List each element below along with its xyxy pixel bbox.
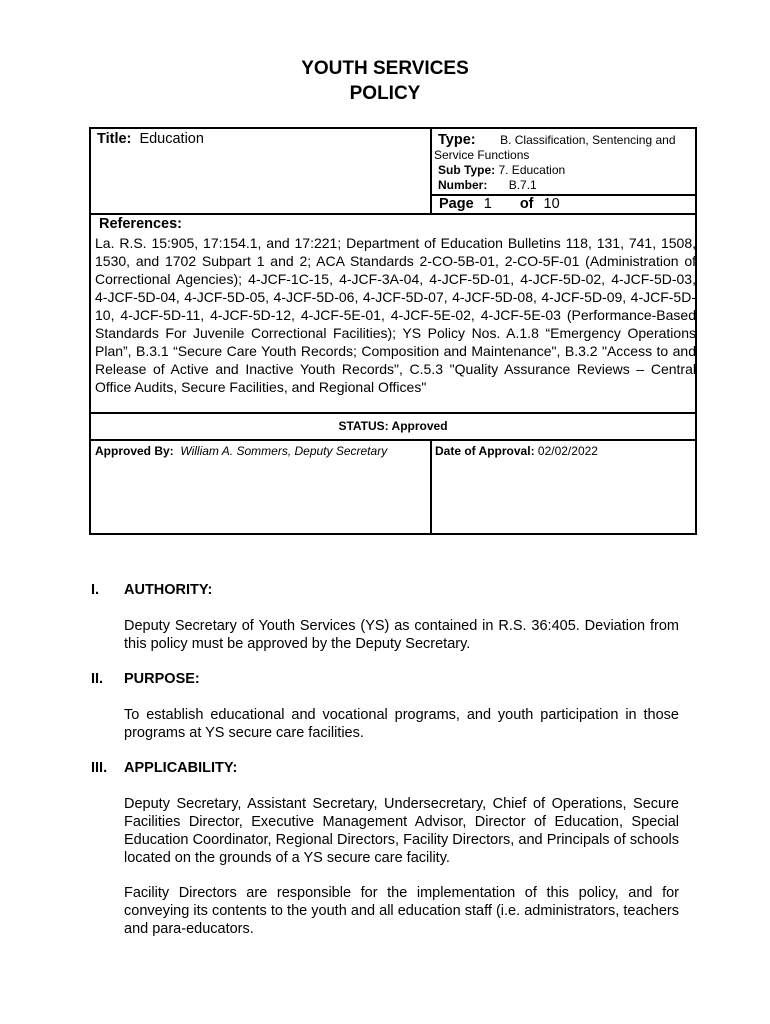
title-line-1: YOUTH SERVICES <box>301 58 469 79</box>
date-label: Date of Approval: <box>435 444 535 458</box>
type-cell <box>438 131 676 149</box>
document-title <box>0 56 770 106</box>
page-total: 10 <box>543 196 560 212</box>
date-value: 02/02/2022 <box>537 444 598 458</box>
divider <box>89 412 697 414</box>
divider <box>89 439 697 441</box>
title-line-2: POLICY <box>349 83 421 104</box>
of-label: of <box>519 196 534 212</box>
page-indicator <box>439 196 560 212</box>
approved-by <box>95 444 387 458</box>
section-paragraph: Deputy Secretary, Assistant Secretary, Undersecretary, Chief of Operations, Secure Facilities Director, Executive Management Advisor, Director of Education, Special Education Coordinator, Regional Directors, Facility Directors, and Principals of schools located on the grounds of a YS secure care facility. <box>124 796 679 866</box>
section-heading: APPLICABILITY: <box>124 760 238 776</box>
section-paragraph: To establish educational and vocational programs, and youth participation in those programs at YS secure care facilities. <box>124 707 679 741</box>
status-text: STATUS: Approved <box>338 419 448 433</box>
page-number: 1 <box>483 196 492 212</box>
references-text: La. R.S. 15:905, 17:154.1, and 17:221; Department of Education Bulletins 118, 131, 741, 1508, 1530, and 1702 Subpart 1 and 2; ACA Standards 2-CO-5B-01, 2-CO-5F-01 (Administration of Correctional Agencies); 4-JCF-1C-15, 4-JCF-3A-04, 4-JCF-5D-01, 4-JCF-5D-02, 4-JCF-5D-03, 4-JCF-5D-04, 4-JCF-5D-05, 4-JCF-5D-06, 4-JCF-5D-07, 4-JCF-5D-08, 4-JCF-5D-09, 4-JCF-5D-10, 4-JCF-5D-11, 4-JCF-5D-12, 4-JCF-5E-01, 4-JCF-5E-02, 4-JCF-5E-03 (Performance-Based Standards For Juvenile Correctional Facilities); YS Policy Nos. A.1.8 “Emergency Operations Plan”, B.3.1 “Secure Care Youth Records; Composition and Maintenance", B.3.2 "Access to and Release of Active and Inactive Youth Records", C.5.3 "Quality Assurance Reviews – Central Office Audits, Secure Facilities, and Regional Offices" <box>95 235 696 395</box>
subtype-label: Sub Type: <box>438 163 496 177</box>
subtype-row <box>438 163 565 177</box>
approved-by-value: William A. Sommers, Deputy Secretary <box>180 444 388 458</box>
approved-by-label: Approved By: <box>95 444 174 458</box>
number-value: B.7.1 <box>508 178 537 192</box>
type-value: B. Classification, Sentencing and <box>500 133 676 147</box>
date-of-approval <box>435 444 598 458</box>
divider <box>430 439 432 535</box>
section-paragraph: Deputy Secretary of Youth Services (YS) as contained in R.S. 36:405. Deviation from this policy must be approved by the Deputy Secretary. <box>124 618 679 652</box>
type-value-continued: Service Functions <box>434 148 530 162</box>
divider <box>430 127 432 215</box>
type-label: Type: <box>438 132 476 148</box>
references-label: References: <box>99 216 183 232</box>
section-number: I. <box>91 582 100 598</box>
divider <box>89 213 697 215</box>
title-value: Education <box>139 131 204 147</box>
section-heading: PURPOSE: <box>124 671 200 687</box>
title-cell <box>97 131 204 147</box>
section-paragraph: Facility Directors are responsible for the implementation of this policy, and for conveying its contents to the youth and all education staff (i.e. administrators, teachers and para-educators. <box>124 885 679 937</box>
section-heading: AUTHORITY: <box>124 582 213 598</box>
section-number: III. <box>91 760 108 776</box>
page-label: Page <box>439 196 474 212</box>
number-row <box>438 178 537 192</box>
number-label: Number: <box>438 178 488 192</box>
title-label: Title: <box>97 131 132 147</box>
section-number: II. <box>91 671 104 687</box>
subtype-value: 7. Education <box>498 163 566 177</box>
